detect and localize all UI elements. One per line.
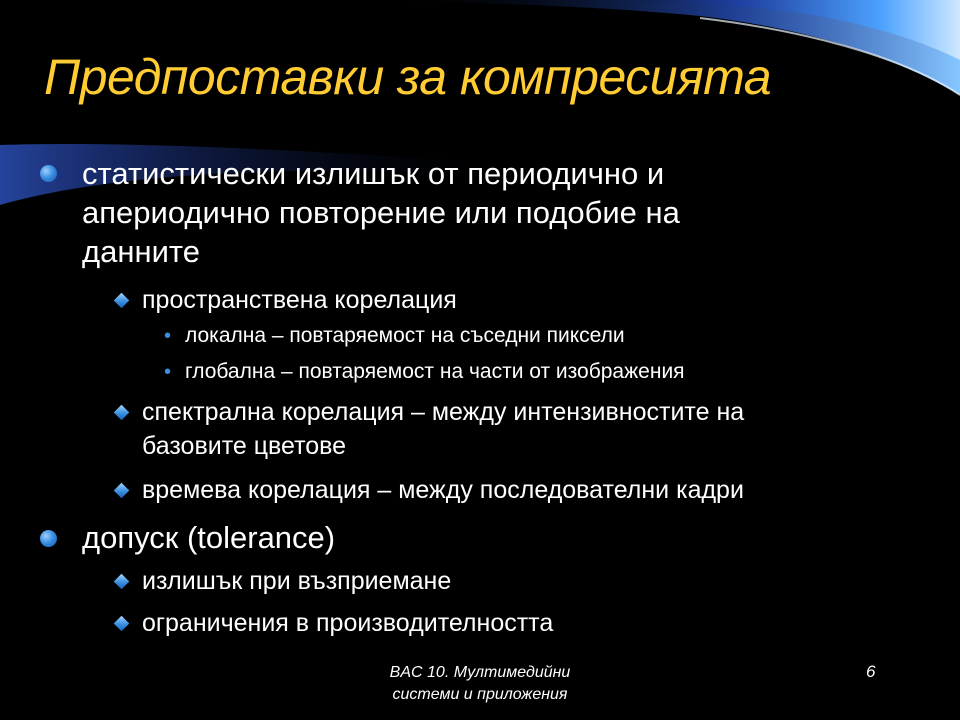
bullet-line: спектрална корелация – между интензивностите на: [142, 398, 745, 426]
diamond-bullet-icon: [114, 405, 130, 421]
round-bullet-icon: [40, 165, 57, 182]
bullet-line: данните: [82, 234, 200, 269]
footer-line: системи и приложения: [392, 686, 568, 703]
slide-footer: [360, 662, 600, 706]
sub-sub-bullet-global: глобална – повтаряемост на части от изображения: [185, 360, 685, 383]
slide-title: Предпоставки за компресията: [44, 49, 772, 105]
sub-sub-bullet-local: локална – повтаряемост на съседни пиксели: [185, 324, 625, 347]
footer-line: BAC 10. Мултимедийни: [389, 664, 571, 681]
page-number: 6: [866, 662, 876, 681]
bullet-line: базовите цветове: [142, 432, 347, 460]
sub-bullet-performance-limits: ограничения в производителността: [142, 609, 554, 637]
sub-bullet-perceptual-redundancy: излишък при възприемане: [142, 567, 452, 595]
bullet-line: апериодично повторение или подобие на: [82, 195, 680, 230]
round-bullet-icon: [40, 530, 57, 547]
sub-bullet-spectral-correlation: [142, 395, 932, 463]
diamond-bullet-icon: [114, 574, 130, 590]
diamond-bullet-icon: [114, 483, 130, 499]
sub-bullet-spatial-correlation: пространствена корелация: [142, 286, 457, 314]
diamond-bullet-icon: [114, 616, 130, 632]
bullet-line: статистически излишък от периодично и: [82, 156, 665, 191]
bullet-statistical-redundancy: [82, 154, 932, 271]
diamond-bullet-icon: [114, 293, 130, 309]
dot-bullet-icon: •: [164, 361, 172, 383]
bullet-tolerance: допуск (tolerance): [82, 520, 336, 555]
sub-bullet-temporal-correlation: времева корелация – между последователни кадри: [142, 476, 744, 504]
dot-bullet-icon: •: [164, 325, 172, 347]
